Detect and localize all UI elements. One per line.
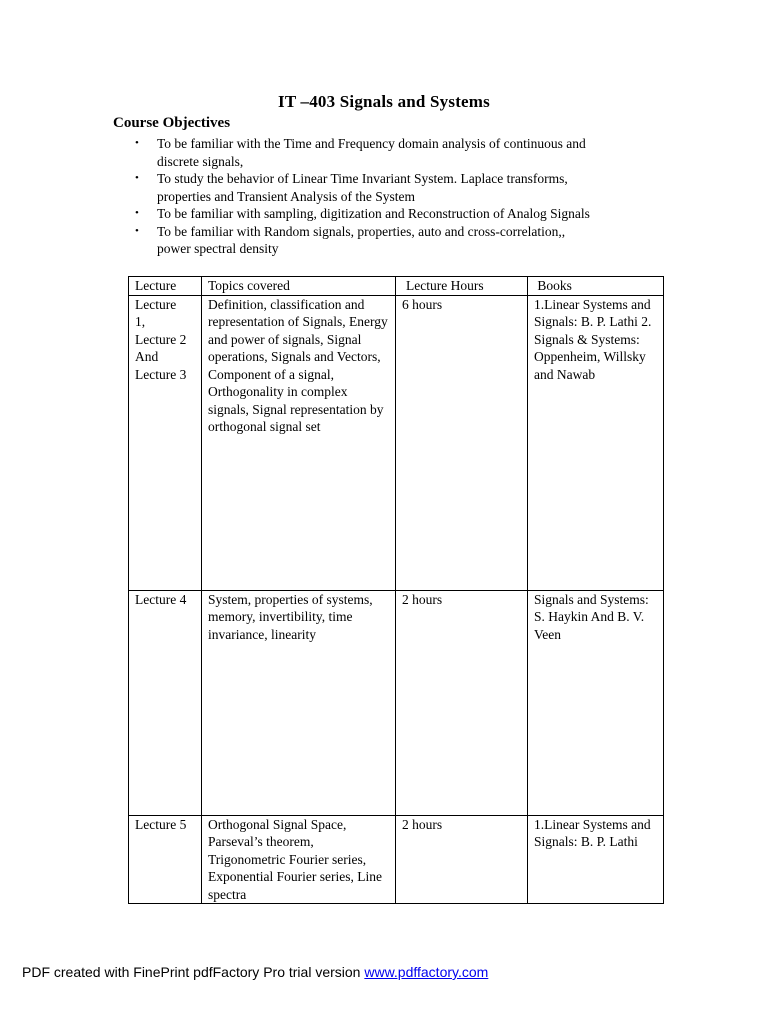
lecture-line: 1,: [135, 314, 146, 329]
lecture-line: Lecture 4: [135, 591, 187, 607]
bullet-icon: •: [135, 172, 139, 184]
topics-cell: Definition, classification and representation of Signals, Energy and power of signals, Signal operations, Signals and Vectors, Component of a signal, Orthogonality in complex signals, Signal representation by orthogonal signal set: [202, 295, 396, 590]
objective-line: To be familiar with Random signals, properties, auto and cross-correlation,,: [157, 223, 566, 239]
books-cell: Signals and Systems: S. Haykin And B. V. Veen: [528, 590, 664, 815]
objective-line: properties and Transient Analysis of the System: [157, 188, 415, 204]
lecture-line: Lecture: [135, 296, 177, 312]
objective-line: discrete signals,: [157, 153, 244, 169]
header-books: Books: [528, 277, 664, 296]
hours-cell: 2 hours: [396, 815, 528, 904]
hours-cell: 6 hours: [396, 295, 528, 590]
objective-line: To be familiar with sampling, digitization and Reconstruction of Analog Signals: [157, 206, 590, 221]
lecture-line: Lecture 3: [135, 366, 187, 382]
footer-link[interactable]: www.pdffactory.com: [364, 964, 489, 980]
header-lecture: Lecture: [129, 277, 202, 296]
objective-item: [135, 223, 655, 258]
objective-item: [135, 135, 655, 170]
syllabus-table: [128, 276, 664, 904]
lecture-line: And: [135, 349, 159, 364]
footer-text: PDF created with FinePrint pdfFactory Pro trial version: [22, 964, 365, 980]
bullet-icon: •: [135, 224, 139, 237]
hours-cell: 2 hours: [396, 590, 528, 815]
objectives-heading: Course Objectives: [113, 115, 231, 131]
books-cell: 1.Linear Systems and Signals: B. P. Lathi: [528, 815, 664, 904]
lecture-cell: [129, 295, 202, 590]
pdf-footer: [22, 964, 488, 980]
lecture-cell: [129, 590, 202, 815]
lecture-line: Lecture 5: [135, 816, 187, 832]
header-topics: Topics covered: [202, 277, 396, 296]
bullet-icon: •: [135, 137, 139, 149]
objective-line: power spectral density: [157, 241, 279, 256]
table-row: [129, 815, 664, 904]
topics-cell: Orthogonal Signal Space, Parseval’s theorem, Trigonometric Fourier series, Exponential Fourier series, Line spectra: [202, 815, 396, 904]
bullet-icon: •: [135, 207, 139, 219]
table-row: [129, 590, 664, 815]
objective-line: To study the behavior of Linear Time Invariant System. Laplace transforms,: [157, 171, 568, 186]
lecture-cell: [129, 815, 202, 904]
lecture-line: Lecture 2: [135, 331, 187, 347]
books-cell: 1.Linear Systems and Signals: B. P. Lathi 2. Signals & Systems: Oppenheim, Willsky and Nawab: [528, 295, 664, 590]
objective-line: To be familiar with the Time and Frequency domain analysis of continuous and: [157, 136, 586, 151]
table-header-row: [129, 277, 664, 296]
objective-item: [135, 205, 655, 223]
page-title: IT –403 Signals and Systems: [278, 92, 490, 111]
table-row: [129, 295, 664, 590]
topics-cell: System, properties of systems, memory, invertibility, time invariance, linearity: [202, 590, 396, 815]
objective-item: [135, 170, 655, 205]
header-hours: Lecture Hours: [396, 277, 528, 296]
objectives-list: [135, 135, 655, 258]
